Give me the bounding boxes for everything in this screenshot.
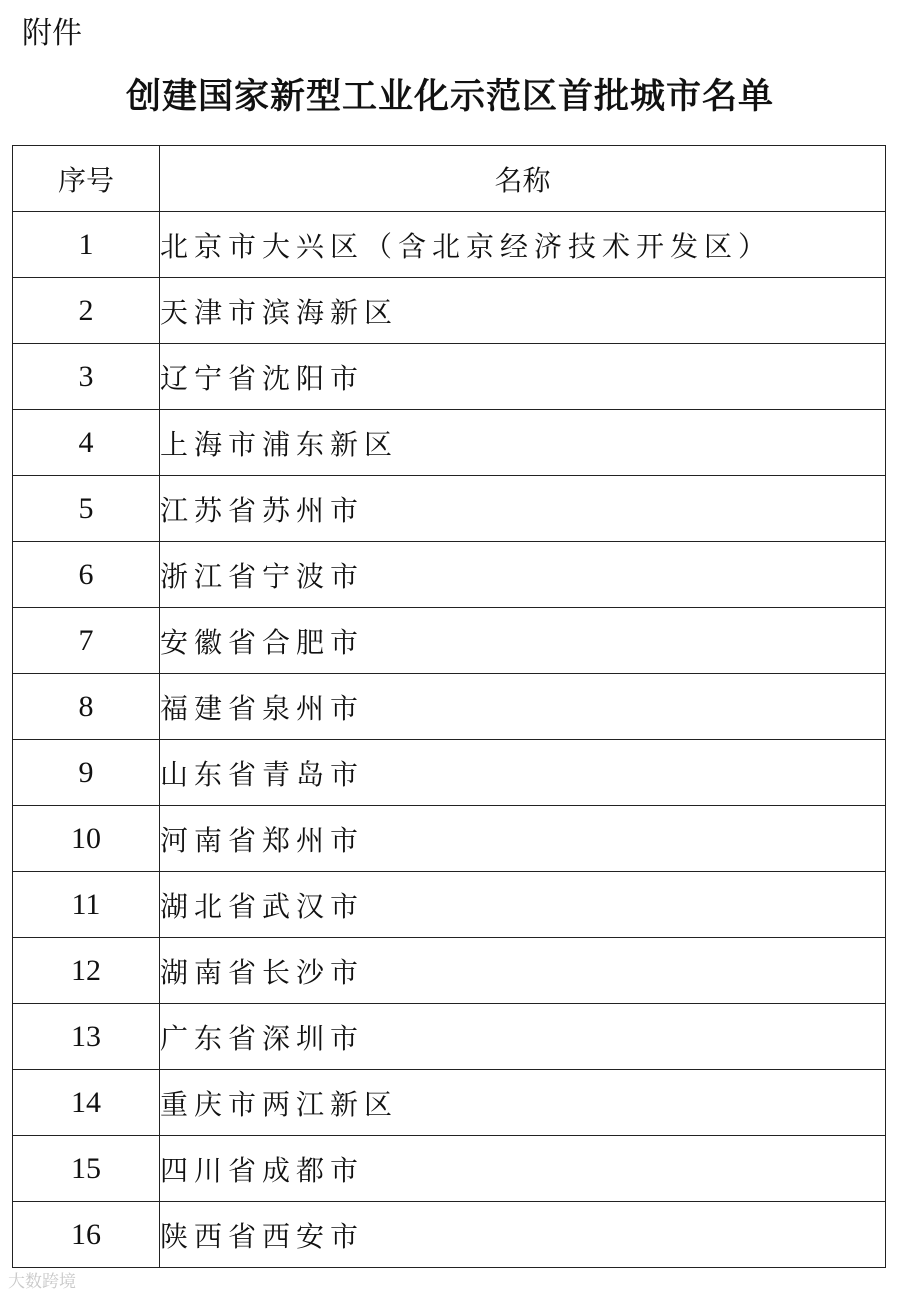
row-number: 3 <box>13 344 160 410</box>
row-number: 5 <box>13 476 160 542</box>
table-row <box>13 1202 886 1268</box>
row-name: 重庆市两江新区 <box>160 1070 886 1136</box>
table-body <box>13 212 886 1268</box>
table-header-row <box>13 146 886 212</box>
table-row <box>13 1136 886 1202</box>
row-number: 8 <box>13 674 160 740</box>
table-row <box>13 476 886 542</box>
table-row <box>13 212 886 278</box>
table-row <box>13 740 886 806</box>
city-list-table <box>12 145 886 1268</box>
table-row <box>13 674 886 740</box>
row-name: 北京市大兴区（含北京经济技术开发区） <box>160 212 886 278</box>
row-number: 13 <box>13 1004 160 1070</box>
row-name: 广东省深圳市 <box>160 1004 886 1070</box>
row-number: 15 <box>13 1136 160 1202</box>
table-row <box>13 872 886 938</box>
row-name: 河南省郑州市 <box>160 806 886 872</box>
attachment-label: 附件 <box>22 16 82 51</box>
table-row <box>13 1004 886 1070</box>
row-number: 14 <box>13 1070 160 1136</box>
row-name: 四川省成都市 <box>160 1136 886 1202</box>
table-row <box>13 542 886 608</box>
watermark-logo <box>8 1267 76 1292</box>
column-header-name: 名称 <box>160 146 886 212</box>
row-number: 7 <box>13 608 160 674</box>
row-number: 4 <box>13 410 160 476</box>
row-name: 浙江省宁波市 <box>160 542 886 608</box>
table-row <box>13 608 886 674</box>
row-name: 天津市滨海新区 <box>160 278 886 344</box>
document-title: 创建国家新型工业化示范区首批城市名单 <box>125 76 774 117</box>
row-number: 6 <box>13 542 160 608</box>
table-row <box>13 938 886 1004</box>
table-row <box>13 1070 886 1136</box>
row-name: 安徽省合肥市 <box>160 608 886 674</box>
row-number: 2 <box>13 278 160 344</box>
row-name: 辽宁省沈阳市 <box>160 344 886 410</box>
table-row <box>13 806 886 872</box>
row-number: 12 <box>13 938 160 1004</box>
watermark-text: 大数跨境 <box>8 1272 76 1292</box>
table-row <box>13 344 886 410</box>
row-number: 1 <box>13 212 160 278</box>
table-row <box>13 410 886 476</box>
row-name: 上海市浦东新区 <box>160 410 886 476</box>
row-name: 福建省泉州市 <box>160 674 886 740</box>
row-number: 16 <box>13 1202 160 1268</box>
row-name: 山东省青岛市 <box>160 740 886 806</box>
row-name: 江苏省苏州市 <box>160 476 886 542</box>
table-row <box>13 278 886 344</box>
row-name: 湖北省武汉市 <box>160 872 886 938</box>
row-name: 湖南省长沙市 <box>160 938 886 1004</box>
row-number: 11 <box>13 872 160 938</box>
row-number: 10 <box>13 806 160 872</box>
column-header-number: 序号 <box>13 146 160 212</box>
row-number: 9 <box>13 740 160 806</box>
row-name: 陕西省西安市 <box>160 1202 886 1268</box>
